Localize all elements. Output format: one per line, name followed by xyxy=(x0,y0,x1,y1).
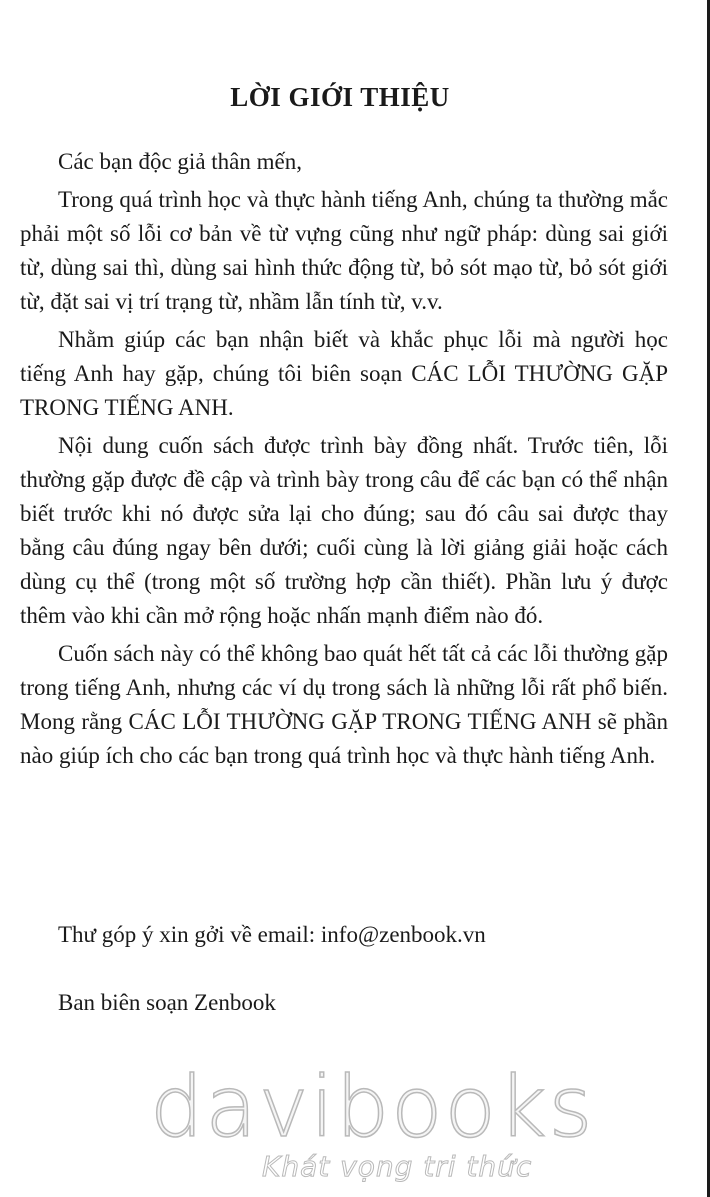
page-title: LỜI GIỚI THIỆU xyxy=(230,82,450,112)
greeting: Các bạn độc giả thân mến, xyxy=(58,149,302,174)
signature: Ban biên soạn Zenbook xyxy=(58,990,276,1015)
paragraph-3: Nội dung cuốn sách được trình bày đồng nhất. Trước tiên, lỗi thường gặp được đề cập và trình bày trong câu để các bạn có thể nhận biết trước khi nó được sửa lại cho đúng; sau đó câu sai được thay bằng câu đúng ngay bên dưới; cuối cùng là lời giảng giải hoặc cách dùng cụ thể (trong một số trường hợp cần thiết). Phần lưu ý được thêm vào khi cần mở rộng hoặc nhấn mạnh điểm nào đó. xyxy=(20,433,668,628)
contact-line: Thư góp ý xin gởi về email: info@zenbook.vn xyxy=(58,922,486,947)
body-text xyxy=(20,145,668,777)
watermark xyxy=(150,1058,710,1183)
paragraph-1: Trong quá trình học và thực hành tiếng Anh, chúng ta thường mắc phải một số lỗi cơ bản về từ vựng cũng như ngữ pháp: dùng sai giới từ, dùng sai thì, dùng sai hình thức động từ, bỏ sót mạo từ, bỏ sót giới từ, đặt sai vị trí trạng từ, nhầm lẫn tính từ, v.v. xyxy=(20,187,668,314)
paragraph-2: Nhằm giúp các bạn nhận biết và khắc phục lỗi mà người học tiếng Anh hay gặp, chúng tôi biên soạn CÁC LỖI THƯỜNG GẶP TRONG TIẾNG ANH. xyxy=(20,327,668,420)
paragraph-4: Cuốn sách này có thể không bao quát hết tất cả các lỗi thường gặp trong tiếng Anh, nhưng các ví dụ trong sách là những lỗi rất phổ biến. Mong rằng CÁC LỖI THƯỜNG GẶP TRONG TIẾNG ANH sẽ phần nào giúp ích cho các bạn trong quá trình học và thực hành tiếng Anh. xyxy=(20,641,668,768)
watermark-name: davibooks xyxy=(150,1058,595,1156)
watermark-tagline: Khát vọng tri thức xyxy=(262,1150,533,1183)
